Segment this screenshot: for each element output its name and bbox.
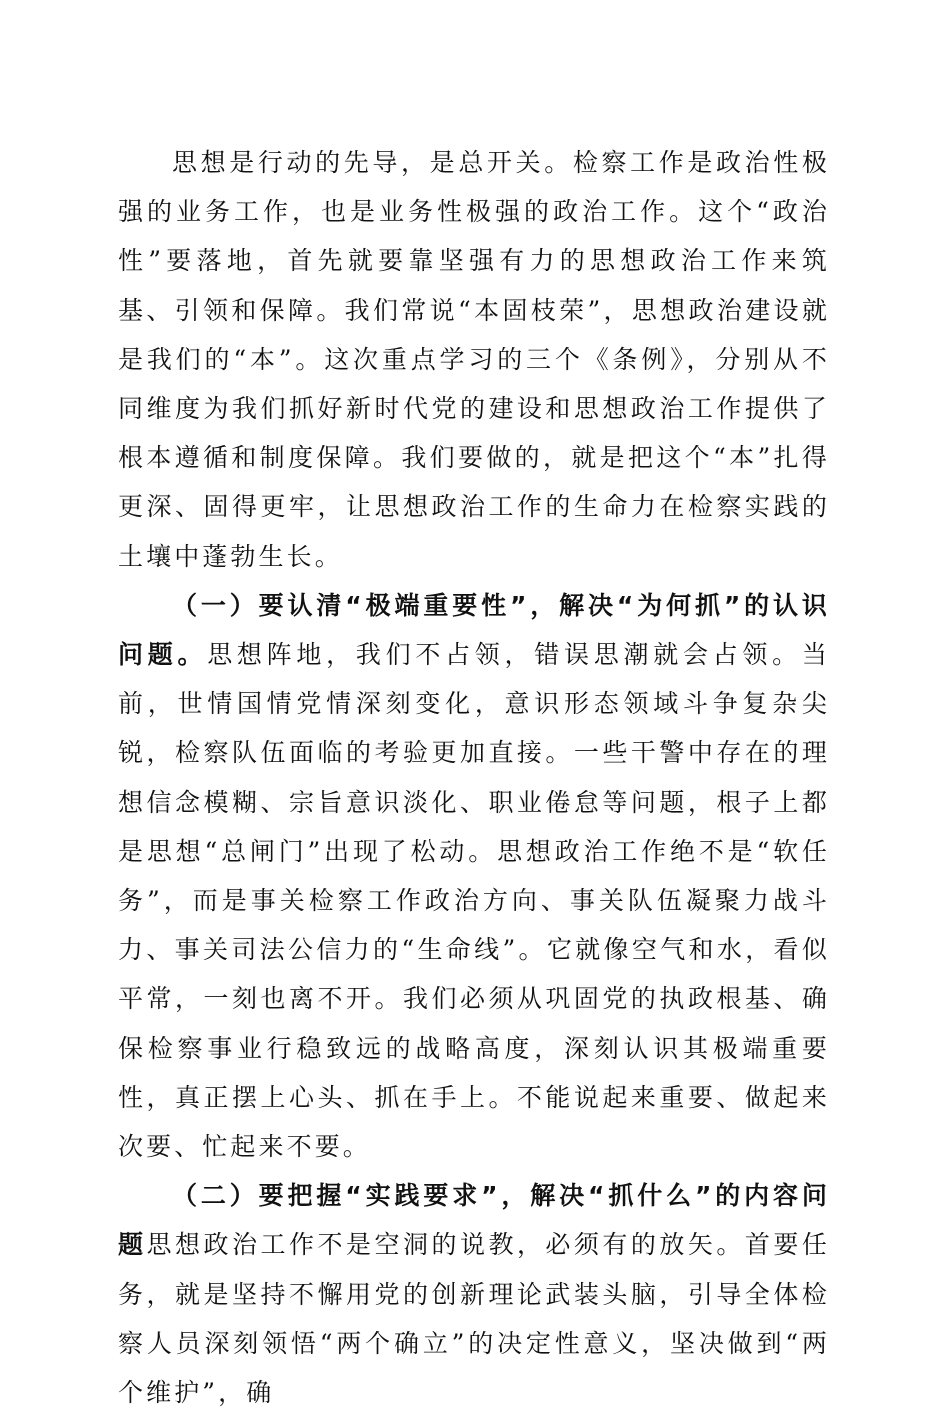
paragraph-intro: [118, 138, 830, 581]
section-two-text: 思想政治工作不是空洞的说教，必须有的放矢。首要任务，就是坚持不懈用党的创新理论武装头脑，引导全体检察人员深刻领悟“两个确立”的决定性意义，坚决做到“两个维护”，确: [118, 1230, 830, 1408]
section-two-heading: （二）要把握“实践要求”，解决“抓什么”的内容问题: [118, 1181, 830, 1260]
section-one-heading: （一）要认清“极端重要性”，解决“为何抓”的认识问题。: [118, 590, 830, 670]
paragraph-section-one: [118, 581, 830, 1171]
paragraph-intro-text: 思想是行动的先导，是总开关。检察工作是政治性极强的业务工作，也是业务性极强的政治工作。这个“政治性”要落地，首先就要靠坚强有力的思想政治工作来筑基、引领和保障。我们常说“本固枝荣”，思想政治建设就是我们的“本”。这次重点学习的三个《条例》，分别从不同维度为我们抓好新时代党的建设和思想政治工作提供了根本遵循和制度保障。我们要做的，就是把这个“本”扎得更深、固得更牢，让思想政治工作的生命力在检察实践的土壤中蓬勃生长。: [118, 148, 830, 571]
document-body: [118, 138, 830, 1417]
paragraph-section-two: [118, 1171, 830, 1417]
section-one-text: 思想阵地，我们不占领，错误思潮就会占领。当前，世情国情党情深刻变化，意识形态领域斗争复杂尖锐，检察队伍面临的考验更加直接。一些干警中存在的理想信念模糊、宗旨意识淡化、职业倦怠等问题，根子上都是思想“总闸门”出现了松动。思想政治工作绝不是“软任务”，而是事关检察工作政治方向、事关队伍凝聚力战斗力、事关司法公信力的“生命线”。它就像空气和水，看似平常，一刻也离不开。我们必须从巩固党的执政根基、确保检察事业行稳致远的战略高度，深刻认识其极端重要性，真正摆上心头、抓在手上。不能说起来重要、做起来次要、忙起来不要。: [118, 640, 830, 1162]
